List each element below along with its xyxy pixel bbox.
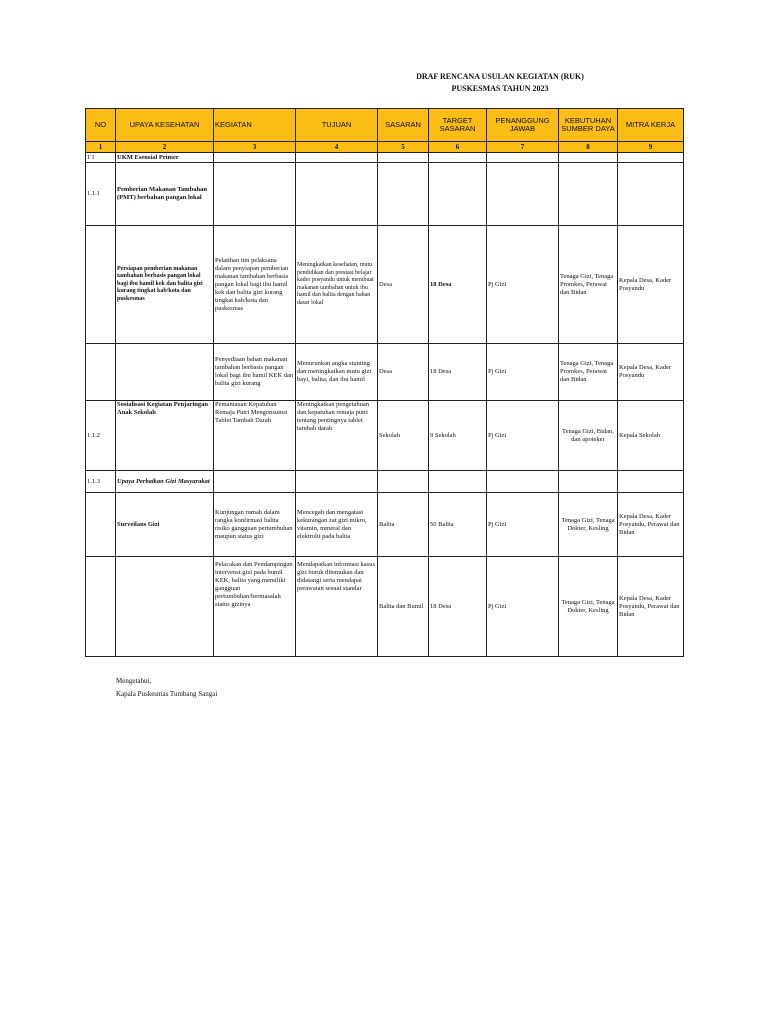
cell-upaya: Surveilans Gizi xyxy=(116,493,214,557)
header-upaya: UPAYA KESEHATAN xyxy=(116,109,214,142)
header-tujuan: TUJUAN xyxy=(296,109,378,142)
cell-tujuan xyxy=(296,471,378,493)
column-number-row xyxy=(86,142,684,153)
cell-kegiatan: Pelatihan tim pelaksana dalam penyiapan pemberian makanan tambahan berbasis pangan lokal bagi ibu hamil kek dan balita gizi kurang tingkat kab/kota dan puskesmas xyxy=(214,226,296,344)
cell-tujuan: Mencegah dan mengatasi kekurangan zat gizi mikro, vitamin, mineral dan elektrolit pada balita xyxy=(296,493,378,557)
cell-sasaran xyxy=(378,471,429,493)
cell-sasaran: Desa xyxy=(378,344,429,401)
cell-tujuan xyxy=(296,163,378,226)
cell-no xyxy=(86,344,116,401)
cell-kegiatan xyxy=(214,163,296,226)
cell-mitra: Kepala Sekolah xyxy=(618,401,684,471)
cell-no: 1.1.3 xyxy=(86,471,116,493)
cell-upaya xyxy=(116,557,214,657)
cell-tujuan xyxy=(296,153,378,163)
cell-no: 1'1 xyxy=(86,153,116,163)
cell-upaya: Persiapan pemberian makanan tambahan berbasis pangan lokal bagi ibu hamil kek dan balita gizi kurang tingkat kab/kota dan puskesmas xyxy=(116,226,214,344)
col-num-6: 6 xyxy=(429,142,487,153)
cell-no xyxy=(86,226,116,344)
table-row xyxy=(86,344,684,401)
cell-target: 18 Desa xyxy=(429,344,487,401)
header-sasaran: SASARAN xyxy=(378,109,429,142)
cell-pj: Pj Gizi xyxy=(487,493,559,557)
col-num-8: 8 xyxy=(559,142,618,153)
cell-sumber-daya xyxy=(559,471,618,493)
signature-block xyxy=(116,675,217,701)
col-num-5: 5 xyxy=(378,142,429,153)
cell-mitra: Kepala Desa, Kader Posyandu, Perawat dan Bidan xyxy=(618,493,684,557)
cell-no xyxy=(86,557,116,657)
col-num-3: 3 xyxy=(214,142,296,153)
cell-sasaran: Balita dan Bumil xyxy=(378,557,429,657)
table-row xyxy=(86,557,684,657)
col-num-9: 9 xyxy=(618,142,684,153)
cell-tujuan: Meningkatkan pengetahuan dan kepatuhan remaja putri tentang pentingnya tablet tambah darah xyxy=(296,401,378,471)
cell-mitra xyxy=(618,471,684,493)
cell-pj xyxy=(487,163,559,226)
header-target: TARGET SASARAN xyxy=(429,109,487,142)
cell-target: 18 Desa xyxy=(429,226,487,344)
col-num-2: 2 xyxy=(116,142,214,153)
cell-sasaran: Desa xyxy=(378,226,429,344)
cell-kegiatan xyxy=(214,153,296,163)
cell-target xyxy=(429,153,487,163)
cell-sumber-daya: Tenaga Gizi, Bidan, dan apoteker xyxy=(559,401,618,471)
cell-pj xyxy=(487,471,559,493)
cell-no xyxy=(86,493,116,557)
cell-sumber-daya: Tenaga Gizi, Tenaga Promkes, Perawat dan Bidan xyxy=(559,226,618,344)
cell-upaya: UKM Esensial Primer xyxy=(116,153,214,163)
cell-pj: Pj Gizi xyxy=(487,557,559,657)
table-row xyxy=(86,153,684,163)
cell-target: 18 Desa xyxy=(429,557,487,657)
cell-pj: Pj Gizi xyxy=(487,344,559,401)
table-row xyxy=(86,471,684,493)
cell-sasaran xyxy=(378,153,429,163)
title-line-2: PUSKESMAS TAHUN 2023 xyxy=(451,84,549,93)
header-pj: PENANGGUNG JAWAB xyxy=(487,109,559,142)
cell-pj: Pj Gizi xyxy=(487,401,559,471)
cell-sasaran: Balita xyxy=(378,493,429,557)
cell-mitra xyxy=(618,153,684,163)
ruk-table xyxy=(85,108,684,657)
cell-upaya: Pemberian Makanan Tambahan (PMT) berbahan pangan lokal xyxy=(116,163,214,226)
header-mitra: MITRA KERJA xyxy=(618,109,684,142)
signature-line-2: Kapala Puskesmas Tumbang Sangai xyxy=(116,690,218,698)
cell-upaya xyxy=(116,344,214,401)
cell-kegiatan xyxy=(214,471,296,493)
col-num-7: 7 xyxy=(487,142,559,153)
cell-mitra xyxy=(618,163,684,226)
title-line-1: DRAF RENCANA USULAN KEGIATAN (RUK) xyxy=(416,72,584,81)
cell-kegiatan: Kunjungan rumah dalam rangka konfirmasi balita risiko gangguan pertumbuhan maupun status gizi xyxy=(214,493,296,557)
cell-kegiatan: Pemantauan Kepatuhan Remaja Putri Mengonsumsi Tablet Tambah Darah xyxy=(214,401,296,471)
cell-pj xyxy=(487,153,559,163)
cell-kegiatan: Penyediaan bahan makanan tambahan berbasis pangan lokal bagi ibu hamil KEK dan balita gizi kurang xyxy=(214,344,296,401)
cell-sumber-daya: Tenaga Gizi, Tenaga Dokter, Kesling xyxy=(559,557,618,657)
cell-no: 1.1.1 xyxy=(86,163,116,226)
cell-tujuan: Menurunkan angka stunting dan meningkatkan mutu gizi bayi, balita, dan ibu hamil xyxy=(296,344,378,401)
cell-target: 9 Sekolah xyxy=(429,401,487,471)
signature-line-1: Mengetahui, xyxy=(116,677,152,685)
header-sumber-daya: KEBUTUHAN SUMBER DAYA xyxy=(559,109,618,142)
cell-sumber-daya: Tenaga Gizi, Tenaga Promkes, Perawat dan Bidan xyxy=(559,344,618,401)
cell-tujuan: Meningkatkan kesehatan, mutu pendidikan dan prestasi belajar kader posyandu untuk membuat makanan tambahan untuk ibu hamil dan balita dengan bahan dasar lokal xyxy=(296,226,378,344)
cell-kegiatan: Pelacakan dan Pendampingan intervensi gizi pada bumil KEK, balita yang memiliki gangguan pertumbuhan/bermasalah status gizinya xyxy=(214,557,296,657)
cell-mitra: Kepala Desa, Kader Posyandu xyxy=(618,344,684,401)
table-row xyxy=(86,163,684,226)
cell-sumber-daya xyxy=(559,163,618,226)
table-header-row xyxy=(86,109,684,142)
cell-mitra: Kepala Desa, Kader Posyandu xyxy=(618,226,684,344)
cell-sasaran: Sekolah xyxy=(378,401,429,471)
cell-pj: Pj Gizi xyxy=(487,226,559,344)
cell-mitra: Kepala Desa, Kader Posyandu, Perawat dan Bidan xyxy=(618,557,684,657)
cell-sumber-daya xyxy=(559,153,618,163)
cell-target: 50 Balita xyxy=(429,493,487,557)
col-num-4: 4 xyxy=(296,142,378,153)
cell-target xyxy=(429,471,487,493)
header-kegiatan: KEGIATAN xyxy=(214,109,296,142)
col-num-1: 1 xyxy=(86,142,116,153)
header-no: NO xyxy=(86,109,116,142)
table-row xyxy=(86,493,684,557)
cell-no: 1.1.2 xyxy=(86,401,116,471)
table-row xyxy=(86,401,684,471)
cell-tujuan: Mendapatkan informasi kasus gizi buruk ditemukan dan didatangi serta mendapat perawatan sesuai standar xyxy=(296,557,378,657)
document-title xyxy=(400,71,600,95)
cell-upaya: Sosialisasi Kegiatan Penjaringan Anak Sekolah xyxy=(116,401,214,471)
cell-sumber-daya: Tenaga Gizi, Tenaga Dokter, Kesling xyxy=(559,493,618,557)
cell-target xyxy=(429,163,487,226)
cell-upaya: Upaya Perbaikan Gizi Masyarakat xyxy=(116,471,214,493)
cell-sasaran xyxy=(378,163,429,226)
table-row xyxy=(86,226,684,344)
